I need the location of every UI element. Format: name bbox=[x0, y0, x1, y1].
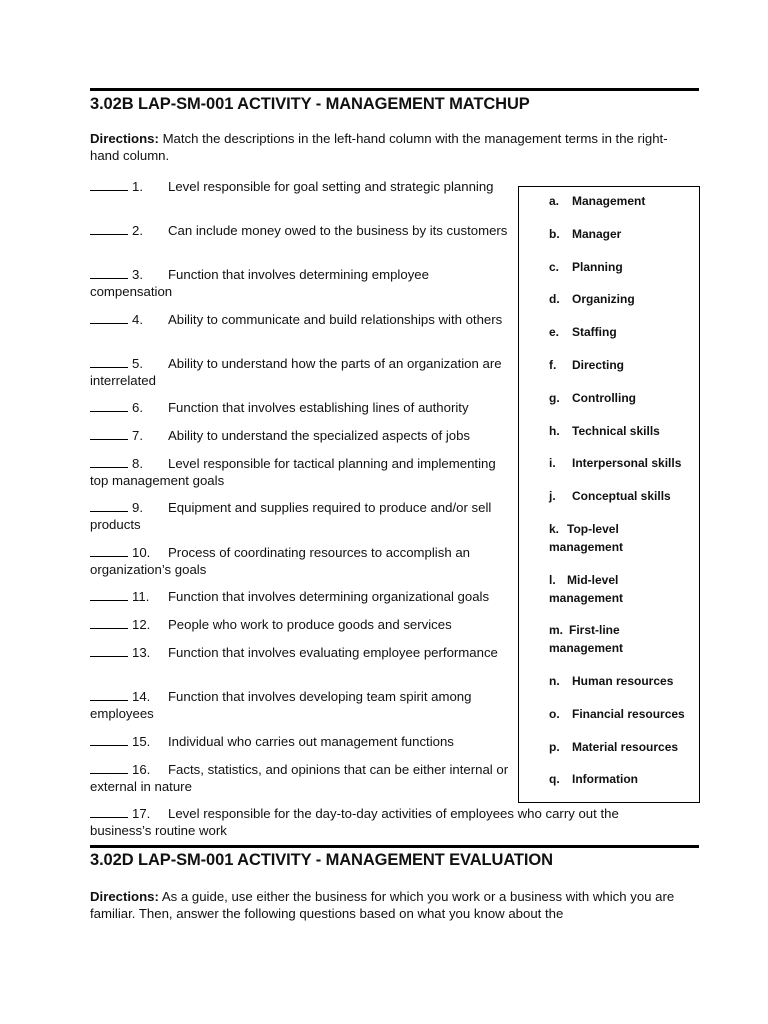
list-item: 15. Individual who carries out management functions bbox=[90, 734, 510, 751]
item-text: Equipment and supplies required to produce and/or sell products bbox=[90, 500, 492, 532]
answer-blank[interactable] bbox=[90, 806, 128, 818]
top-rule bbox=[90, 88, 699, 91]
answer-blank[interactable] bbox=[90, 223, 128, 235]
term-item: f. Directing bbox=[549, 358, 625, 372]
directions-text: As a guide, use either the business for which you work or a business with which you are familiar. Then, answer the following questions based on what you know about the bbox=[90, 889, 675, 921]
term-item: l. Mid-level management bbox=[549, 573, 624, 605]
list-item: 3. Function that involves determining employee compensation bbox=[90, 267, 429, 299]
item-text: Can include money owed to the business by its customers bbox=[168, 223, 508, 238]
item-text: Function that involves determining organizational goals bbox=[168, 589, 490, 604]
term-item: o. Financial resources bbox=[549, 707, 685, 721]
list-item: 9. Equipment and supplies required to produce and/or sell products bbox=[90, 500, 492, 532]
list-item: 5. Ability to understand how the parts of an organization are interrelated bbox=[90, 356, 502, 388]
section1-directions bbox=[90, 130, 690, 164]
term-item: m. First-line management bbox=[549, 623, 624, 655]
answer-blank[interactable] bbox=[90, 456, 128, 468]
term-item: c. Planning bbox=[549, 260, 623, 274]
section2-rule bbox=[90, 845, 699, 848]
term-item: b. Manager bbox=[549, 227, 622, 241]
item-text: Level responsible for tactical planning and implementing top management goals bbox=[90, 456, 496, 488]
term-item: n. Human resources bbox=[549, 674, 674, 688]
term-item: p. Material resources bbox=[549, 740, 679, 754]
section2-title: 3.02D LAP-SM-001 ACTIVITY - MANAGEMENT EVALUATION bbox=[90, 851, 553, 869]
term-item: k. Top-level management bbox=[549, 522, 624, 554]
answer-blank[interactable] bbox=[90, 500, 128, 512]
item-text: Ability to understand the specialized aspects of jobs bbox=[168, 428, 471, 443]
term-item: d. Organizing bbox=[549, 292, 635, 306]
list-item: 11. Function that involves determining organizational goals bbox=[90, 589, 510, 606]
directions-label: Directions: bbox=[90, 131, 159, 146]
item-text: Process of coordinating resources to accomplish an organization’s goals bbox=[90, 545, 470, 577]
answer-blank[interactable] bbox=[90, 267, 128, 279]
list-item: 8. Level responsible for tactical planning and implementing top management goals bbox=[90, 456, 496, 488]
answer-blank[interactable] bbox=[90, 617, 128, 629]
answer-blank[interactable] bbox=[90, 645, 128, 657]
term-item: a. Management bbox=[549, 194, 646, 208]
list-item: 7. Ability to understand the specialized aspects of jobs bbox=[90, 428, 510, 445]
term-item: j. Conceptual skills bbox=[549, 489, 671, 503]
item-text: Ability to communicate and build relationships with others bbox=[168, 312, 503, 327]
section2-directions bbox=[90, 888, 690, 922]
answer-blank[interactable] bbox=[90, 428, 128, 440]
directions-label: Directions: bbox=[90, 889, 159, 904]
item-text: Individual who carries out management functions bbox=[168, 734, 454, 749]
term-item: i. Interpersonal skills bbox=[549, 456, 682, 470]
answer-blank[interactable] bbox=[90, 762, 128, 774]
answer-blank[interactable] bbox=[90, 734, 128, 746]
term-item: e. Staffing bbox=[549, 325, 617, 339]
list-item: 16. Facts, statistics, and opinions that can be either internal or external in nature bbox=[90, 762, 509, 794]
answer-blank[interactable] bbox=[90, 179, 128, 191]
item-text: Function that involves establishing lines of authority bbox=[168, 400, 469, 415]
answer-blank[interactable] bbox=[90, 312, 128, 324]
item-text: People who work to produce goods and services bbox=[168, 617, 452, 632]
list-item: 2. Can include money owed to the business by its customers bbox=[90, 223, 510, 240]
answer-blank[interactable] bbox=[90, 356, 128, 368]
list-item: 12. People who work to produce goods and services bbox=[90, 617, 510, 634]
term-item: q. Information bbox=[549, 772, 638, 786]
list-item: 6. Function that involves establishing lines of authority bbox=[90, 400, 510, 417]
item-text: Function that involves developing team spirit among employees bbox=[90, 689, 472, 721]
list-item: 1. Level responsible for goal setting and strategic planning bbox=[90, 179, 510, 196]
item-text: Level responsible for goal setting and strategic planning bbox=[168, 179, 494, 194]
item-text: Function that involves evaluating employee performance bbox=[168, 645, 498, 660]
item-text: Facts, statistics, and opinions that can be either internal or external in nature bbox=[90, 762, 509, 794]
item-text: Ability to understand how the parts of an organization are interrelated bbox=[90, 356, 502, 388]
item-text: Function that involves determining employee compensation bbox=[90, 267, 429, 299]
answer-blank[interactable] bbox=[90, 589, 128, 601]
answer-blank[interactable] bbox=[90, 400, 128, 412]
answer-blank[interactable] bbox=[90, 689, 128, 701]
list-item: 17. Level responsible for the day-to-day activities of employees who carry out the business’s routine work bbox=[90, 806, 619, 838]
list-item: 13. Function that involves evaluating employee performance bbox=[90, 645, 510, 662]
section1-title: 3.02B LAP-SM-001 ACTIVITY - MANAGEMENT MATCHUP bbox=[90, 95, 530, 113]
directions-text: Match the descriptions in the left-hand column with the management terms in the right-hand column. bbox=[90, 131, 668, 163]
list-item: 4. Ability to communicate and build relationships with others bbox=[90, 312, 510, 329]
term-item: g. Controlling bbox=[549, 391, 636, 405]
answer-blank[interactable] bbox=[90, 545, 128, 557]
item-text: Level responsible for the day-to-day activities of employees who carry out the business’s routine work bbox=[90, 806, 619, 838]
list-item: 10. Process of coordinating resources to accomplish an organization’s goals bbox=[90, 545, 470, 577]
list-item: 14. Function that involves developing team spirit among employees bbox=[90, 689, 472, 721]
term-item: h. Technical skills bbox=[549, 424, 660, 438]
